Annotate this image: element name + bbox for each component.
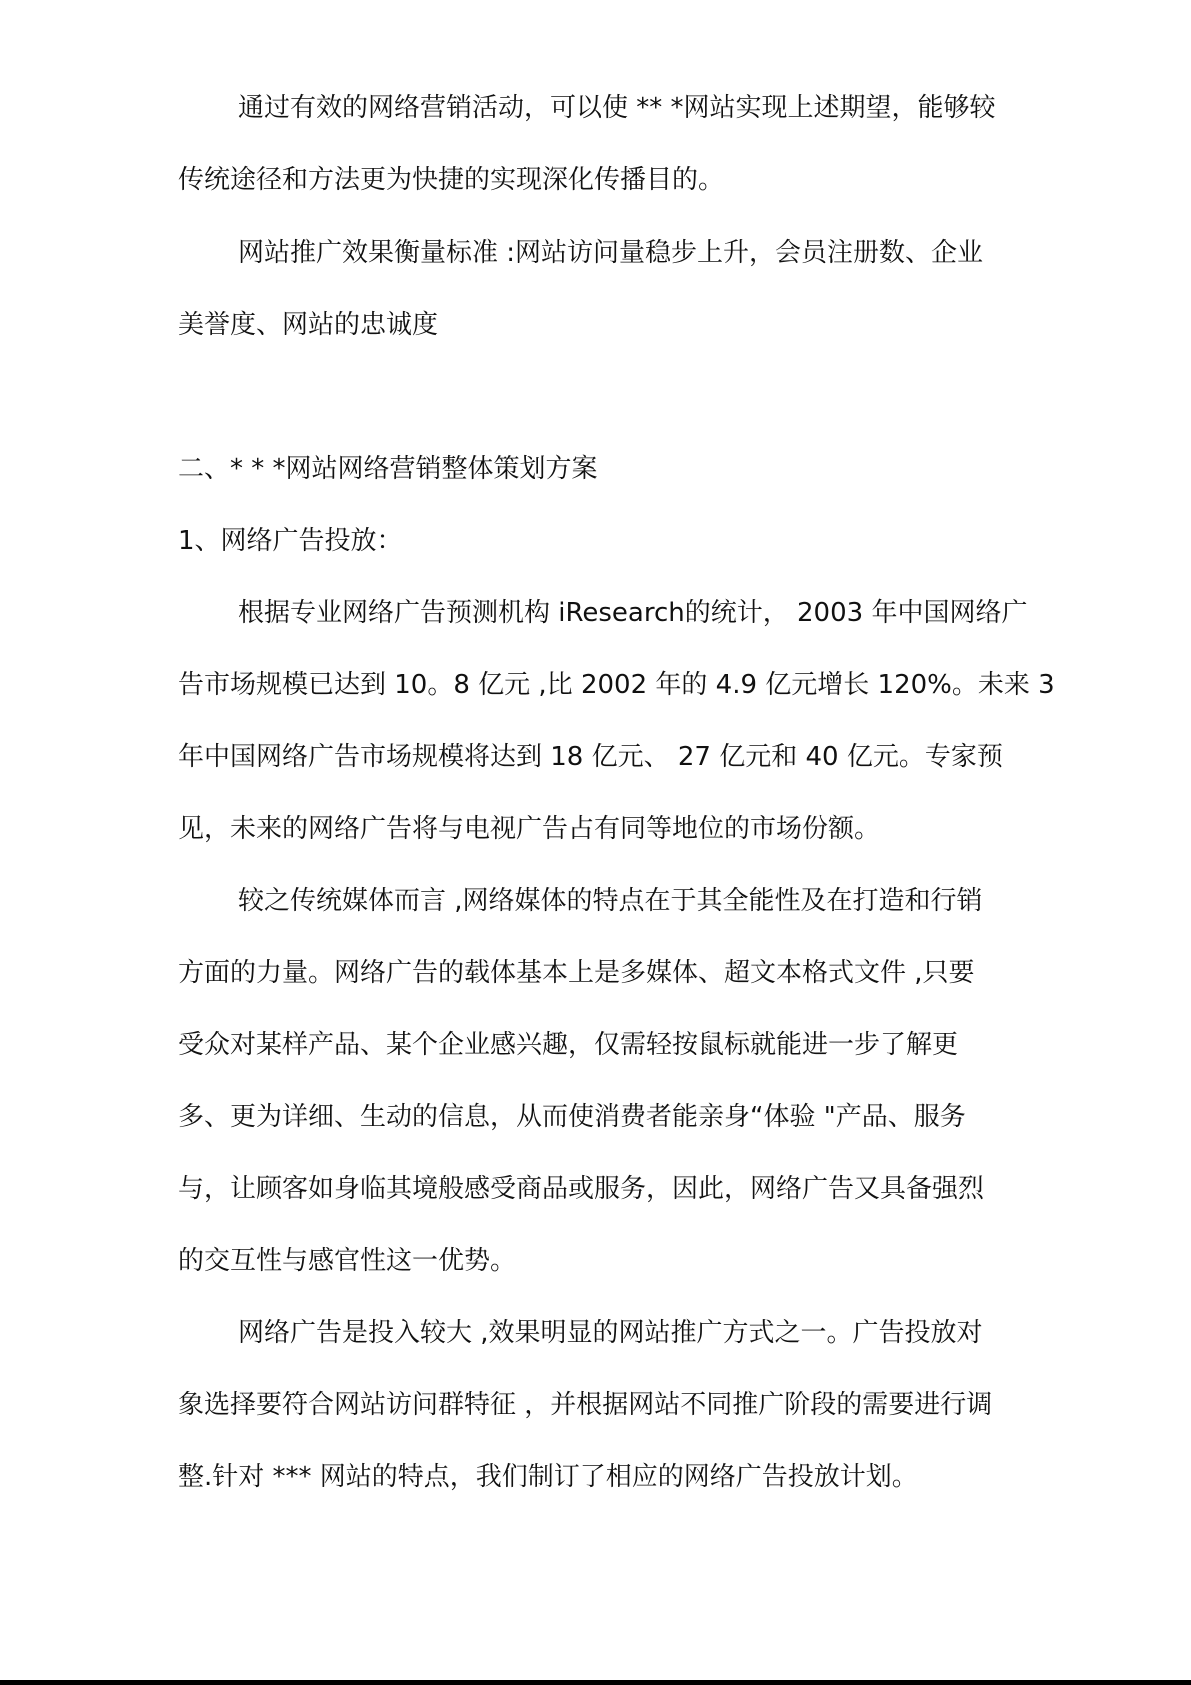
paragraph-2-line-2: 美誉度、网站的忠诚度 [178,310,439,340]
subsection-heading: 1、网络广告投放： [178,526,403,556]
paragraph-5-line-1: 网络广告是投入较大 ,效果明显的网站推广方式之一。广告投放对 [238,1318,983,1348]
paragraph-4-line-5: 与，让顾客如身临其境般感受商品或服务，因此，网络广告又具备强烈 [178,1174,985,1204]
page-bottom-rule [0,1680,1191,1685]
paragraph-4-line-3: 受众对某样产品、某个企业感兴趣，仅需轻按鼠标就能进一步了解更 [178,1030,959,1060]
paragraph-3-line-4: 见，未来的网络广告将与电视广告占有同等地位的市场份额。 [178,814,881,844]
paragraph-5-line-3: 整.针对 *** 网站的特点，我们制订了相应的网络广告投放计划。 [178,1462,918,1492]
paragraph-3-line-3: 年中国网络广告市场规模将达到 18 亿元、 27 亿元和 40 亿元。专家预 [178,742,1003,772]
paragraph-4-line-4: 多、更为详细、生动的信息，从而使消费者能亲身“体验 "产品、服务 [178,1102,966,1132]
paragraph-2-line-1: 网站推广效果衡量标准 :网站访问量稳步上升，会员注册数、企业 [238,238,984,268]
paragraph-3-line-2: 告市场规模已达到 10。8 亿元 ,比 2002 年的 4.9 亿元增长 120%。未来 3 [178,670,1055,700]
paragraph-5-line-2: 象选择要符合网站访问群特征 ，并根据网站不同推广阶段的需要进行调 [178,1390,993,1420]
paragraph-1-line-1: 通过有效的网络营销活动，可以使 ** *网站实现上述期望，能够较 [238,93,996,123]
paragraph-3-line-1: 根据专业网络广告预测机构 iResearch的统计， 2003 年中国网络广 [238,598,1028,628]
paragraph-4-line-6: 的交互性与感官性这一优势。 [178,1246,517,1276]
paragraph-4-line-2: 方面的力量。网络广告的载体基本上是多媒体、超文本格式文件 ,只要 [178,958,975,988]
section-heading: 二、* * *网站网络营销整体策划方案 [178,454,598,484]
paragraph-1-line-2: 传统途径和方法更为快捷的实现深化传播目的。 [178,165,725,195]
paragraph-4-line-1: 较之传统媒体而言 ,网络媒体的特点在于其全能性及在打造和行销 [238,886,983,916]
